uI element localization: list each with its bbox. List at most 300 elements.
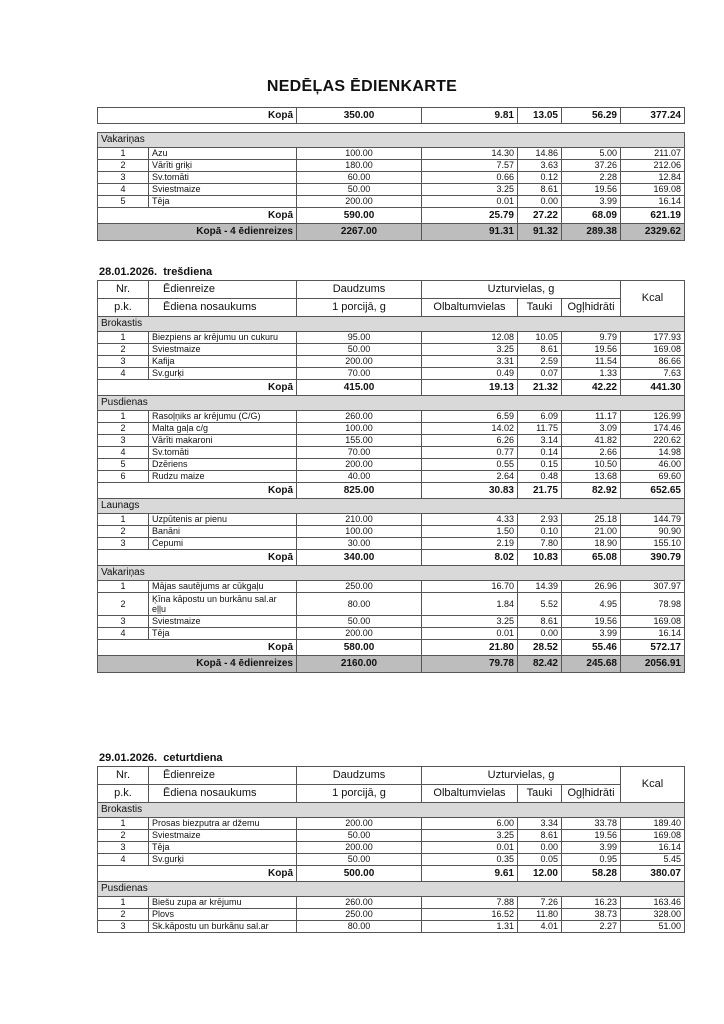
- row-nr: 1: [98, 332, 149, 344]
- row-dish: Ķīna kāpostu un burkānu sal.ar eļļu: [149, 593, 297, 616]
- kopa-row: [98, 208, 685, 224]
- row-fat: 0.05: [518, 854, 562, 866]
- header-olbaltumvielas: Olbaltumvielas: [422, 299, 518, 317]
- row-protein: 7.57: [422, 160, 518, 172]
- row-carbs: 3.99: [562, 196, 621, 208]
- row-carbs: 11.17: [562, 411, 621, 423]
- row-nr: 3: [98, 356, 149, 368]
- row-carbs: 5.00: [562, 148, 621, 160]
- row-dish: Tēja: [149, 628, 297, 640]
- row-nr: 2: [98, 423, 149, 435]
- row-protein: 16.70: [422, 581, 518, 593]
- table-row: [98, 593, 685, 616]
- kopa-total-protein: 79.78: [422, 656, 518, 673]
- table-row: [98, 356, 685, 368]
- header-uzturvielas: Uzturvielas, g: [422, 767, 621, 785]
- row-carbs: 0.95: [562, 854, 621, 866]
- row-qty: 30.00: [297, 538, 422, 550]
- table-row: [98, 581, 685, 593]
- row-dish: Tēja: [149, 196, 297, 208]
- kopa-total-fat: 91.32: [518, 224, 562, 241]
- table-row: [98, 148, 685, 160]
- table-row: [98, 423, 685, 435]
- kopa-fat: 21.75: [518, 483, 562, 499]
- row-carbs: 16.23: [562, 897, 621, 909]
- row-carbs: 11.54: [562, 356, 621, 368]
- row-fat: 0.14: [518, 447, 562, 459]
- kopa-total-row: [98, 656, 685, 673]
- row-fat: 11.80: [518, 909, 562, 921]
- day-date: 29.01.2026.: [99, 752, 158, 764]
- row-kcal: 155.10: [621, 538, 685, 550]
- kopa-label: Kopā: [98, 866, 297, 882]
- table-row: [98, 628, 685, 640]
- row-nr: 1: [98, 818, 149, 830]
- row-dish: Sviestmaize: [149, 616, 297, 628]
- kopa-total-carbs: 289.38: [562, 224, 621, 241]
- meal-name: Brokastis: [98, 317, 685, 332]
- row-qty: 210.00: [297, 514, 422, 526]
- table-row: [98, 854, 685, 866]
- meal-section-header: [98, 317, 685, 332]
- header-uzturvielas: Uzturvielas, g: [422, 281, 621, 299]
- day-date: 28.01.2026.: [99, 266, 158, 278]
- table-row: [98, 921, 685, 933]
- row-qty: 100.00: [297, 148, 422, 160]
- row-protein: 0.01: [422, 196, 518, 208]
- row-carbs: 19.56: [562, 616, 621, 628]
- row-kcal: 328.00: [621, 909, 685, 921]
- row-protein: 6.00: [422, 818, 518, 830]
- row-nr: 4: [98, 628, 149, 640]
- row-protein: 0.01: [422, 628, 518, 640]
- row-fat: 0.10: [518, 526, 562, 538]
- row-dish: Biezpiens ar krējumu un cukuru: [149, 332, 297, 344]
- row-nr: 2: [98, 593, 149, 616]
- meal-name: Pusdienas: [98, 882, 685, 897]
- row-nr: 3: [98, 921, 149, 933]
- kopa-row: [98, 640, 685, 656]
- table-row: [98, 196, 685, 208]
- row-carbs: 13.68: [562, 471, 621, 483]
- kopa-fat: 28.52: [518, 640, 562, 656]
- row-dish: Plovs: [149, 909, 297, 921]
- header-daudzums: Daudzums: [297, 767, 422, 785]
- table-header: [98, 785, 685, 803]
- kopa-total-fat: 82.42: [518, 656, 562, 673]
- row-nr: 1: [98, 411, 149, 423]
- kopa-kcal: 390.79: [621, 550, 685, 566]
- table-row: [98, 459, 685, 471]
- kopa-protein: 8.02: [422, 550, 518, 566]
- row-kcal: 78.98: [621, 593, 685, 616]
- day1-menu-table: [97, 280, 685, 673]
- row-protein: 3.25: [422, 830, 518, 842]
- kopa-fat: 21.32: [518, 380, 562, 396]
- row-qty: 50.00: [297, 184, 422, 196]
- row-dish: Sviestmaize: [149, 344, 297, 356]
- row-protein: 2.19: [422, 538, 518, 550]
- table-row: [98, 818, 685, 830]
- row-protein: 0.35: [422, 854, 518, 866]
- table-row: [98, 897, 685, 909]
- row-qty: 200.00: [297, 818, 422, 830]
- kopa-qty: 415.00: [297, 380, 422, 396]
- header-nr: Nr.: [98, 281, 149, 299]
- row-qty: 260.00: [297, 411, 422, 423]
- row-protein: 4.33: [422, 514, 518, 526]
- kopa-kcal: 441.30: [621, 380, 685, 396]
- table-row: [98, 616, 685, 628]
- row-dish: Banāni: [149, 526, 297, 538]
- row-dish: Rasoļņiks ar krējumu (C/G): [149, 411, 297, 423]
- row-dish: Biešu zupa ar krējumu: [149, 897, 297, 909]
- row-carbs: 10.50: [562, 459, 621, 471]
- row-qty: 40.00: [297, 471, 422, 483]
- meal-name: Brokastis: [98, 803, 685, 818]
- kopa-qty: 350.00: [297, 108, 422, 124]
- row-carbs: 4.95: [562, 593, 621, 616]
- table-row: [98, 538, 685, 550]
- row-qty: 250.00: [297, 909, 422, 921]
- row-fat: 6.09: [518, 411, 562, 423]
- row-fat: 3.14: [518, 435, 562, 447]
- row-nr: 6: [98, 471, 149, 483]
- kopa-protein: 30.83: [422, 483, 518, 499]
- kopa-kcal: 621.19: [621, 208, 685, 224]
- kopa-total-row: [98, 224, 685, 241]
- meal-section-header: [98, 566, 685, 581]
- top-menu-table: [97, 107, 685, 241]
- table-row: [98, 514, 685, 526]
- row-qty: 95.00: [297, 332, 422, 344]
- row-dish: Dzēriens: [149, 459, 297, 471]
- row-kcal: 69.60: [621, 471, 685, 483]
- row-protein: 1.50: [422, 526, 518, 538]
- row-qty: 100.00: [297, 423, 422, 435]
- row-nr: 3: [98, 435, 149, 447]
- header-porcija: 1 porcijā, g: [297, 299, 422, 317]
- kopa-fat: 27.22: [518, 208, 562, 224]
- row-qty: 250.00: [297, 581, 422, 593]
- row-carbs: 2.66: [562, 447, 621, 459]
- header-porcija: 1 porcijā, g: [297, 785, 422, 803]
- kopa-row: [98, 483, 685, 499]
- header-daudzums: Daudzums: [297, 281, 422, 299]
- row-carbs: 18.90: [562, 538, 621, 550]
- kopa-total-kcal: 2329.62: [621, 224, 685, 241]
- kopa-protein: 9.61: [422, 866, 518, 882]
- row-kcal: 174.46: [621, 423, 685, 435]
- kopa-carbs: 42.22: [562, 380, 621, 396]
- row-protein: 1.84: [422, 593, 518, 616]
- kopa-row: [98, 866, 685, 882]
- table-header: [98, 299, 685, 317]
- table-header: [98, 281, 685, 299]
- row-qty: 50.00: [297, 344, 422, 356]
- row-carbs: 33.78: [562, 818, 621, 830]
- row-kcal: 16.14: [621, 196, 685, 208]
- kopa-total-qty: 2267.00: [297, 224, 422, 241]
- row-qty: 70.00: [297, 447, 422, 459]
- table-row: [98, 909, 685, 921]
- meal-name: Vakariņas: [98, 566, 685, 581]
- meal-section-header: [98, 133, 685, 148]
- row-qty: 180.00: [297, 160, 422, 172]
- row-dish: Kafija: [149, 356, 297, 368]
- row-qty: 80.00: [297, 921, 422, 933]
- row-carbs: 3.09: [562, 423, 621, 435]
- row-carbs: 2.27: [562, 921, 621, 933]
- kopa-row: [98, 380, 685, 396]
- row-kcal: 51.00: [621, 921, 685, 933]
- row-kcal: 307.97: [621, 581, 685, 593]
- row-dish: Vārīti makaroni: [149, 435, 297, 447]
- row-fat: 8.61: [518, 616, 562, 628]
- row-nr: 4: [98, 447, 149, 459]
- row-carbs: 3.99: [562, 628, 621, 640]
- row-carbs: 38.73: [562, 909, 621, 921]
- table-row: [98, 368, 685, 380]
- row-fat: 0.00: [518, 628, 562, 640]
- header-oglhidrati: Ogļhidrāti: [562, 299, 621, 317]
- row-fat: 14.39: [518, 581, 562, 593]
- kopa-total-kcal: 2056.91: [621, 656, 685, 673]
- row-fat: 5.52: [518, 593, 562, 616]
- row-fat: 0.15: [518, 459, 562, 471]
- row-protein: 12.08: [422, 332, 518, 344]
- kopa-row: [98, 550, 685, 566]
- row-qty: 200.00: [297, 842, 422, 854]
- row-nr: 4: [98, 184, 149, 196]
- meal-name: Launags: [98, 499, 685, 514]
- row-carbs: 21.00: [562, 526, 621, 538]
- row-fat: 0.00: [518, 196, 562, 208]
- table-row: [98, 447, 685, 459]
- kopa-row: [98, 108, 685, 124]
- row-kcal: 211.07: [621, 148, 685, 160]
- row-protein: 3.25: [422, 344, 518, 356]
- row-kcal: 5.45: [621, 854, 685, 866]
- row-nr: 3: [98, 538, 149, 550]
- row-protein: 6.59: [422, 411, 518, 423]
- row-protein: 1.31: [422, 921, 518, 933]
- row-fat: 4.01: [518, 921, 562, 933]
- row-carbs: 2.28: [562, 172, 621, 184]
- row-qty: 200.00: [297, 628, 422, 640]
- table-row: [98, 411, 685, 423]
- row-carbs: 25.18: [562, 514, 621, 526]
- row-dish: Sv.tomāti: [149, 447, 297, 459]
- header-nosaukums: Ēdiena nosaukums: [149, 299, 297, 317]
- row-kcal: 189.40: [621, 818, 685, 830]
- kopa-carbs: 58.28: [562, 866, 621, 882]
- row-kcal: 46.00: [621, 459, 685, 471]
- kopa-label: Kopā: [98, 550, 297, 566]
- row-kcal: 169.08: [621, 616, 685, 628]
- meal-section-header: [98, 803, 685, 818]
- row-protein: 0.66: [422, 172, 518, 184]
- kopa-total-label: Kopā - 4 ēdienreizes: [98, 656, 297, 673]
- row-fat: 8.61: [518, 830, 562, 842]
- row-fat: 0.00: [518, 842, 562, 854]
- row-fat: 7.80: [518, 538, 562, 550]
- table-row: [98, 471, 685, 483]
- row-nr: 2: [98, 830, 149, 842]
- kopa-protein: 9.81: [422, 108, 518, 124]
- row-dish: Uzpūtenis ar pienu: [149, 514, 297, 526]
- row-dish: Sv.gurķi: [149, 854, 297, 866]
- row-kcal: 163.46: [621, 897, 685, 909]
- row-dish: Sv.gurķi: [149, 368, 297, 380]
- row-kcal: 220.62: [621, 435, 685, 447]
- row-dish: Sviestmaize: [149, 830, 297, 842]
- row-kcal: 169.08: [621, 830, 685, 842]
- row-fat: 8.61: [518, 184, 562, 196]
- row-qty: 155.00: [297, 435, 422, 447]
- row-dish: Mājas sautējums ar cūkgaļu: [149, 581, 297, 593]
- kopa-protein: 19.13: [422, 380, 518, 396]
- row-fat: 11.75: [518, 423, 562, 435]
- kopa-protein: 25.79: [422, 208, 518, 224]
- header-pk: p.k.: [98, 299, 149, 317]
- row-kcal: 16.14: [621, 628, 685, 640]
- meal-name: Vakariņas: [98, 133, 685, 148]
- row-carbs: 3.99: [562, 842, 621, 854]
- table-row: [98, 160, 685, 172]
- row-kcal: 169.08: [621, 344, 685, 356]
- row-kcal: 144.79: [621, 514, 685, 526]
- row-qty: 200.00: [297, 196, 422, 208]
- row-protein: 0.49: [422, 368, 518, 380]
- meal-section-header: [98, 882, 685, 897]
- header-edienreize: Ēdienreize: [149, 767, 297, 785]
- kopa-carbs: 65.08: [562, 550, 621, 566]
- kopa-fat: 12.00: [518, 866, 562, 882]
- kopa-total-qty: 2160.00: [297, 656, 422, 673]
- row-carbs: 1.33: [562, 368, 621, 380]
- row-fat: 3.34: [518, 818, 562, 830]
- header-nosaukums: Ēdiena nosaukums: [149, 785, 297, 803]
- page-title: NEDĒĻAS ĒDIENKARTE: [266, 78, 458, 95]
- table-row: [98, 435, 685, 447]
- header-olbaltumvielas: Olbaltumvielas: [422, 785, 518, 803]
- row-qty: 50.00: [297, 830, 422, 842]
- table-row: [98, 184, 685, 196]
- kopa-total-carbs: 245.68: [562, 656, 621, 673]
- kopa-label: Kopā: [98, 380, 297, 396]
- row-fat: 10.05: [518, 332, 562, 344]
- kopa-label: Kopā: [98, 640, 297, 656]
- kopa-kcal: 377.24: [621, 108, 685, 124]
- row-dish: Azu: [149, 148, 297, 160]
- row-kcal: 12.84: [621, 172, 685, 184]
- kopa-total-label: Kopā - 4 ēdienreizes: [98, 224, 297, 241]
- row-nr: 3: [98, 842, 149, 854]
- row-protein: 3.25: [422, 184, 518, 196]
- row-nr: 3: [98, 172, 149, 184]
- row-dish: Rudzu maize: [149, 471, 297, 483]
- day-weekday: trešdiena: [163, 266, 213, 278]
- row-fat: 8.61: [518, 344, 562, 356]
- row-carbs: 9.79: [562, 332, 621, 344]
- row-kcal: 7.63: [621, 368, 685, 380]
- header-pk: p.k.: [98, 785, 149, 803]
- row-kcal: 90.90: [621, 526, 685, 538]
- table-row: [98, 172, 685, 184]
- row-protein: 14.30: [422, 148, 518, 160]
- kopa-qty: 825.00: [297, 483, 422, 499]
- row-carbs: 37.26: [562, 160, 621, 172]
- row-protein: 0.01: [422, 842, 518, 854]
- meal-section-header: [98, 499, 685, 514]
- row-protein: 0.77: [422, 447, 518, 459]
- row-qty: 50.00: [297, 854, 422, 866]
- row-kcal: 86.66: [621, 356, 685, 368]
- row-qty: 60.00: [297, 172, 422, 184]
- header-kcal: Kcal: [621, 281, 685, 317]
- row-fat: 14.86: [518, 148, 562, 160]
- day-weekday: ceturtdiena: [163, 752, 223, 764]
- kopa-label: Kopā: [98, 108, 297, 124]
- kopa-protein: 21.80: [422, 640, 518, 656]
- row-qty: 80.00: [297, 593, 422, 616]
- row-fat: 0.07: [518, 368, 562, 380]
- kopa-kcal: 652.65: [621, 483, 685, 499]
- row-nr: 2: [98, 160, 149, 172]
- day-heading: [99, 752, 223, 764]
- row-dish: Sv.tomāti: [149, 172, 297, 184]
- row-nr: 1: [98, 148, 149, 160]
- row-carbs: 19.56: [562, 184, 621, 196]
- header-edienreize: Ēdienreize: [149, 281, 297, 299]
- kopa-carbs: 68.09: [562, 208, 621, 224]
- row-qty: 200.00: [297, 459, 422, 471]
- kopa-qty: 580.00: [297, 640, 422, 656]
- kopa-carbs: 55.46: [562, 640, 621, 656]
- row-protein: 2.64: [422, 471, 518, 483]
- row-nr: 1: [98, 514, 149, 526]
- row-dish: Tēja: [149, 842, 297, 854]
- row-protein: 14.02: [422, 423, 518, 435]
- row-dish: Cepumi: [149, 538, 297, 550]
- row-protein: 3.25: [422, 616, 518, 628]
- row-protein: 6.26: [422, 435, 518, 447]
- table-row: [98, 830, 685, 842]
- kopa-kcal: 572.17: [621, 640, 685, 656]
- header-kcal: Kcal: [621, 767, 685, 803]
- row-kcal: 14.98: [621, 447, 685, 459]
- row-dish: Vārīti griķi: [149, 160, 297, 172]
- table-row: [98, 332, 685, 344]
- table-row: [98, 842, 685, 854]
- kopa-total-protein: 91.31: [422, 224, 518, 241]
- row-qty: 100.00: [297, 526, 422, 538]
- header-oglhidrati: Ogļhidrāti: [562, 785, 621, 803]
- row-nr: 5: [98, 459, 149, 471]
- row-qty: 50.00: [297, 616, 422, 628]
- row-protein: 0.55: [422, 459, 518, 471]
- row-protein: 16.52: [422, 909, 518, 921]
- kopa-label: Kopā: [98, 483, 297, 499]
- row-fat: 2.93: [518, 514, 562, 526]
- kopa-carbs: 82.92: [562, 483, 621, 499]
- table-row: [98, 526, 685, 538]
- row-fat: 7.26: [518, 897, 562, 909]
- row-carbs: 26.96: [562, 581, 621, 593]
- row-nr: 3: [98, 616, 149, 628]
- day-heading: [99, 266, 212, 278]
